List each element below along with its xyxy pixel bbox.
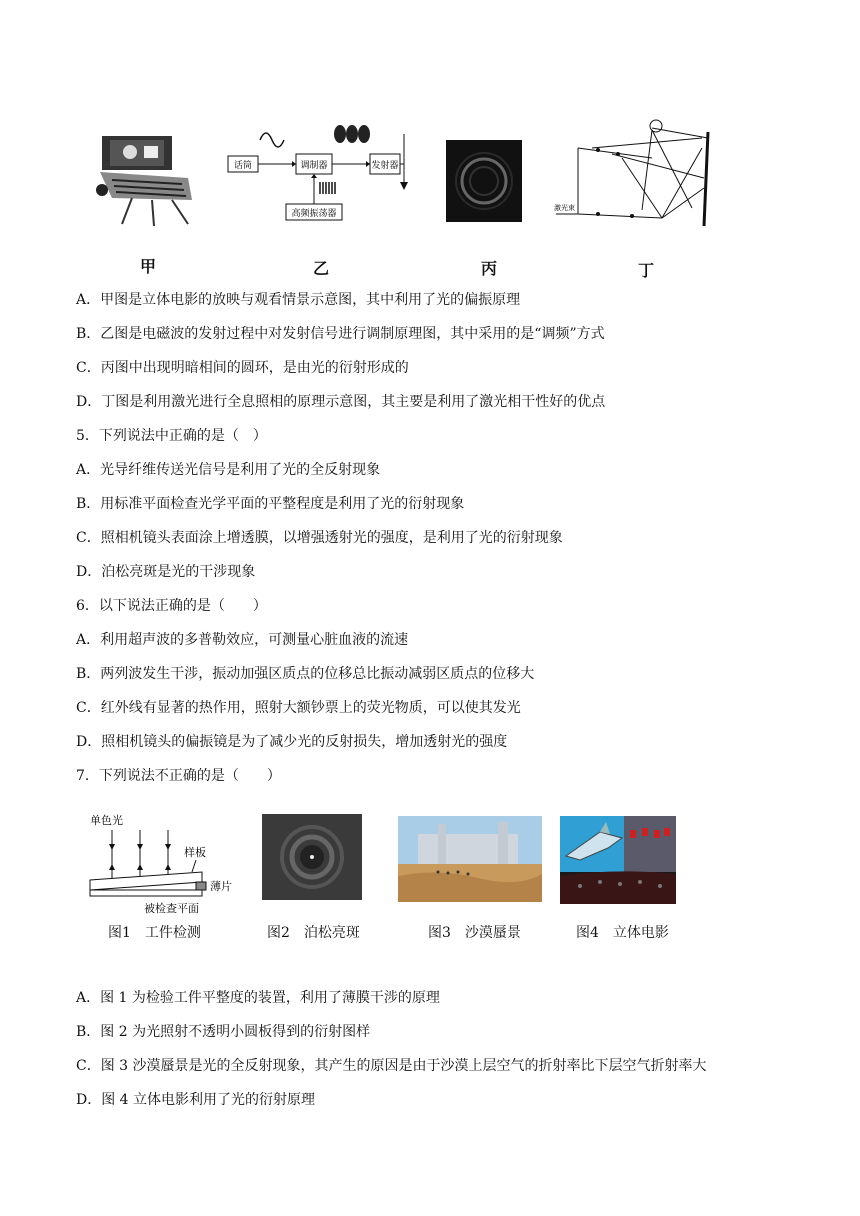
q6-option-c: C．红外线有显著的热作用，照射大额钞票上的荧光物质，可以使其发光 [76, 700, 521, 716]
figure-label-bing: 丙 [481, 259, 498, 278]
q7-caption-4: 图4 立体电影 [576, 925, 669, 941]
q6-option-d: D．照相机镜头的偏振镜是为了减少光的反射损失，增加透射光的强度 [76, 734, 508, 750]
q7-stem: 7．下列说法不正确的是（ ） [76, 768, 281, 784]
yi-box-oscillator: 高频振荡器 [291, 209, 337, 219]
q7-caption-2: 图2 泊松亮斑 [267, 925, 360, 941]
figure-bing-ring-pattern [446, 140, 522, 222]
yi-box-transmitter: 发射器 [371, 161, 399, 171]
q5-option-c: C．照相机镜头表面涂上增透膜，以增强透射光的强度，是利用了光的衍射现象 [76, 530, 563, 546]
yi-box-modulator: 调制器 [300, 161, 328, 171]
ding-laser-label: 激光束 [554, 204, 575, 212]
q7-option-a: A．图 1 为检验工件平整度的装置，利用了薄膜干涉的原理 [76, 990, 440, 1006]
figure-label-yi: 乙 [313, 259, 330, 278]
q4-option-b: B．乙图是电磁波的发射过程中对发射信号进行调制原理图，其中采用的是“调频”方式 [76, 326, 605, 342]
q7-option-c: C．图 3 沙漠蜃景是光的全反射现象，其产生的原因是由于沙漠上层空气的折射率比下层空气折射率大 [76, 1058, 707, 1074]
q7-option-b: B．图 2 为光照射不透明小圆板得到的衍射图样 [76, 1024, 371, 1040]
fig1-sample-plate-label: 样板 [184, 846, 206, 859]
q6-option-a: A．利用超声波的多普勒效应，可测量心脏血液的流速 [76, 632, 409, 648]
yi-box-microphone: 话筒 [233, 161, 253, 171]
q7-figure-1-thin-film-test [84, 810, 234, 920]
q4-option-c: C．丙图中出现明暗相间的圆环，是由光的衍射形成的 [76, 360, 409, 376]
q6-stem: 6．以下说法正确的是（ ） [76, 598, 267, 614]
figure-jia [92, 128, 204, 228]
q5-option-a: A．光导纤维传送光信号是利用了光的全反射现象 [76, 462, 381, 478]
q5-option-d: D．泊松亮斑是光的干涉现象 [76, 564, 256, 580]
q7-figure-2-poisson-spot [262, 814, 362, 900]
q4-option-d: D．丁图是利用激光进行全息照相的原理示意图，其主要是利用了激光相干性好的优点 [76, 394, 606, 410]
fig1-mono-light-label: 单色光 [90, 814, 123, 827]
q4-option-a: A．甲图是立体电影的放映与观看情景示意图，其中利用了光的偏振原理 [76, 292, 521, 308]
q5-option-b: B．用标准平面检查光学平面的平整程度是利用了光的衍射现象 [76, 496, 465, 512]
q6-option-b: B．两列波发生干涉，振动加强区质点的位移总比振动减弱区质点的位移大 [76, 666, 535, 682]
figure-label-ding: 丁 [638, 261, 655, 280]
figure-label-jia: 甲 [140, 257, 157, 276]
fig1-test-plane-label: 被检查平面 [144, 902, 199, 915]
q7-caption-3: 图3 沙漠蜃景 [428, 925, 521, 941]
q7-option-d: D．图 4 立体电影利用了光的衍射原理 [76, 1092, 316, 1108]
fig1-thin-sheet-label: 薄片 [210, 880, 232, 893]
q7-figure-3-desert-mirage [398, 816, 542, 902]
q5-stem: 5．下列说法中正确的是（ ） [76, 428, 267, 444]
figure-yi-modulation-diagram [224, 124, 408, 224]
q7-caption-1: 图1 工件检测 [108, 925, 201, 941]
figure-ding-hologram [552, 118, 722, 234]
q7-figure-4-3d-movie [560, 816, 676, 904]
